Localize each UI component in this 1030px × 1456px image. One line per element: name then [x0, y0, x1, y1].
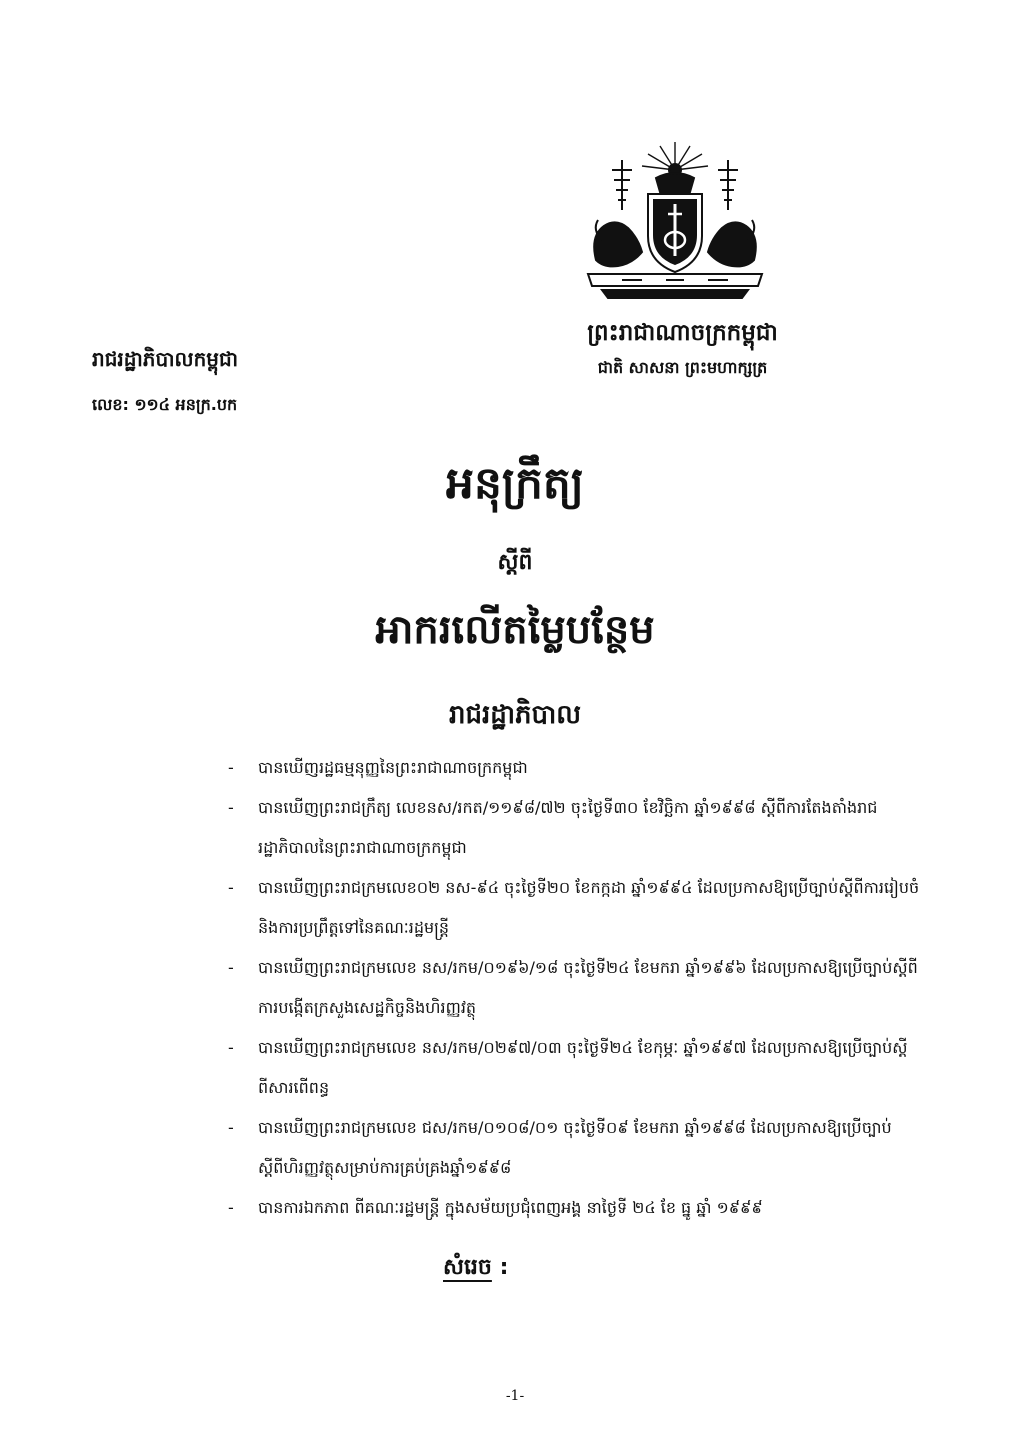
preamble-text: បានឃើញព្រះរាជក្រឹត្យ លេខនស/រកត/១១៩៨/៧២ ចុះថ្ងៃទី៣០ ខែវិច្ឆិកា ឆ្នាំ១៩៩៨ ស្តីពីការតែងតាំងរាជរដ្ឋាភិបាលនៃព្រះរាជាណាចក្រកម្ពុជា [258, 798, 878, 857]
decision-heading [443, 1250, 508, 1286]
list-dash: - [228, 758, 234, 777]
list-dash: - [228, 798, 234, 817]
list-item [228, 868, 928, 948]
document-subject-title: អាករលើតម្លៃបន្ថែម [375, 607, 655, 653]
decision-word: សំរេច [443, 1255, 492, 1280]
kingdom-heading: ព្រះរាជាណាចក្រកម្ពុជា [587, 320, 778, 346]
issuing-authority: រាជរដ្ឋាភិបាល [448, 700, 582, 730]
list-dash: - [228, 1118, 234, 1137]
document-type-title: អនុក្រឹត្យ [446, 458, 584, 509]
list-item [228, 748, 928, 788]
decision-colon: : [499, 1255, 509, 1280]
list-item [228, 1188, 928, 1228]
list-dash: - [228, 958, 234, 977]
list-dash: - [228, 878, 234, 897]
preamble-text: បានឃើញព្រះរាជក្រមលេខ០២ នស-៩៤ ចុះថ្ងៃទី២០ ខែកក្កដា ឆ្នាំ១៩៩៤ ដែលប្រកាសឱ្យប្រើច្បាប់ស្តីពីការរៀបចំនិងការប្រព្រឹត្តទៅនៃគណៈរដ្ឋមន្ត្រី [258, 878, 920, 937]
national-motto: ជាតិ សាសនា ព្រះមហាក្សត្រ [597, 358, 768, 377]
list-item [228, 1028, 928, 1108]
list-item [228, 948, 928, 1028]
document-number: លេខ: ១១៤ អនក្រ.បក [92, 395, 238, 414]
royal-coat-of-arms-emblem [582, 140, 768, 300]
list-dash: - [228, 1198, 234, 1217]
list-item [228, 788, 928, 868]
preamble-text: បានឃើញរដ្ឋធម្មនុញ្ញនៃព្រះរាជាណាចក្រកម្ពុជា [258, 758, 528, 777]
preamble-list [228, 748, 928, 1228]
preamble-text: បានឃើញព្រះរាជក្រមលេខ នស/រកម/០១៩៦/១៨ ចុះថ្ងៃទី២៤ ខែមករា ឆ្នាំ១៩៩៦ ដែលប្រកាសឱ្យប្រើច្បាប់ស្តីពីការបង្កើតក្រសួងសេដ្ឋកិច្ចនិងហិរញ្ញវត្ថុ [258, 958, 918, 1017]
preamble-text: បានឃើញព្រះរាជក្រមលេខ នស/រកម/០២៩៧/០៣ ចុះថ្ងៃទី២៤ ខែកុម្ភៈ ឆ្នាំ១៩៩៧ ដែលប្រកាសឱ្យប្រើច្បាប់ស្តីពីសារពើពន្ធ [258, 1038, 908, 1097]
list-item [228, 1108, 928, 1188]
preamble-text: បានការឯកភាព ពីគណៈរដ្ឋមន្ត្រី ក្នុងសម័យប្រជុំពេញអង្គ នាថ្ងៃទី ២៤ ខែ ធ្នូ ឆ្នាំ ១៩៩៩ [258, 1198, 763, 1217]
list-dash: - [228, 1038, 234, 1057]
page-number: -1- [505, 1388, 525, 1404]
preamble-text: បានឃើញព្រះរាជក្រមលេខ ជស/រកម/០១០៨/០១ ចុះថ្ងៃទី០៩ ខែមករា ឆ្នាំ១៩៩៨ ដែលប្រកាសឱ្យប្រើច្បាប់ស្តីពីហិរញ្ញវត្ថុសម្រាប់ការគ្រប់គ្រងឆ្នាំ១៩៩៨ [258, 1118, 892, 1177]
regarding-label: ស្តីពី [497, 550, 533, 575]
government-name: រាជរដ្ឋាភិបាលកម្ពុជា [92, 347, 238, 371]
